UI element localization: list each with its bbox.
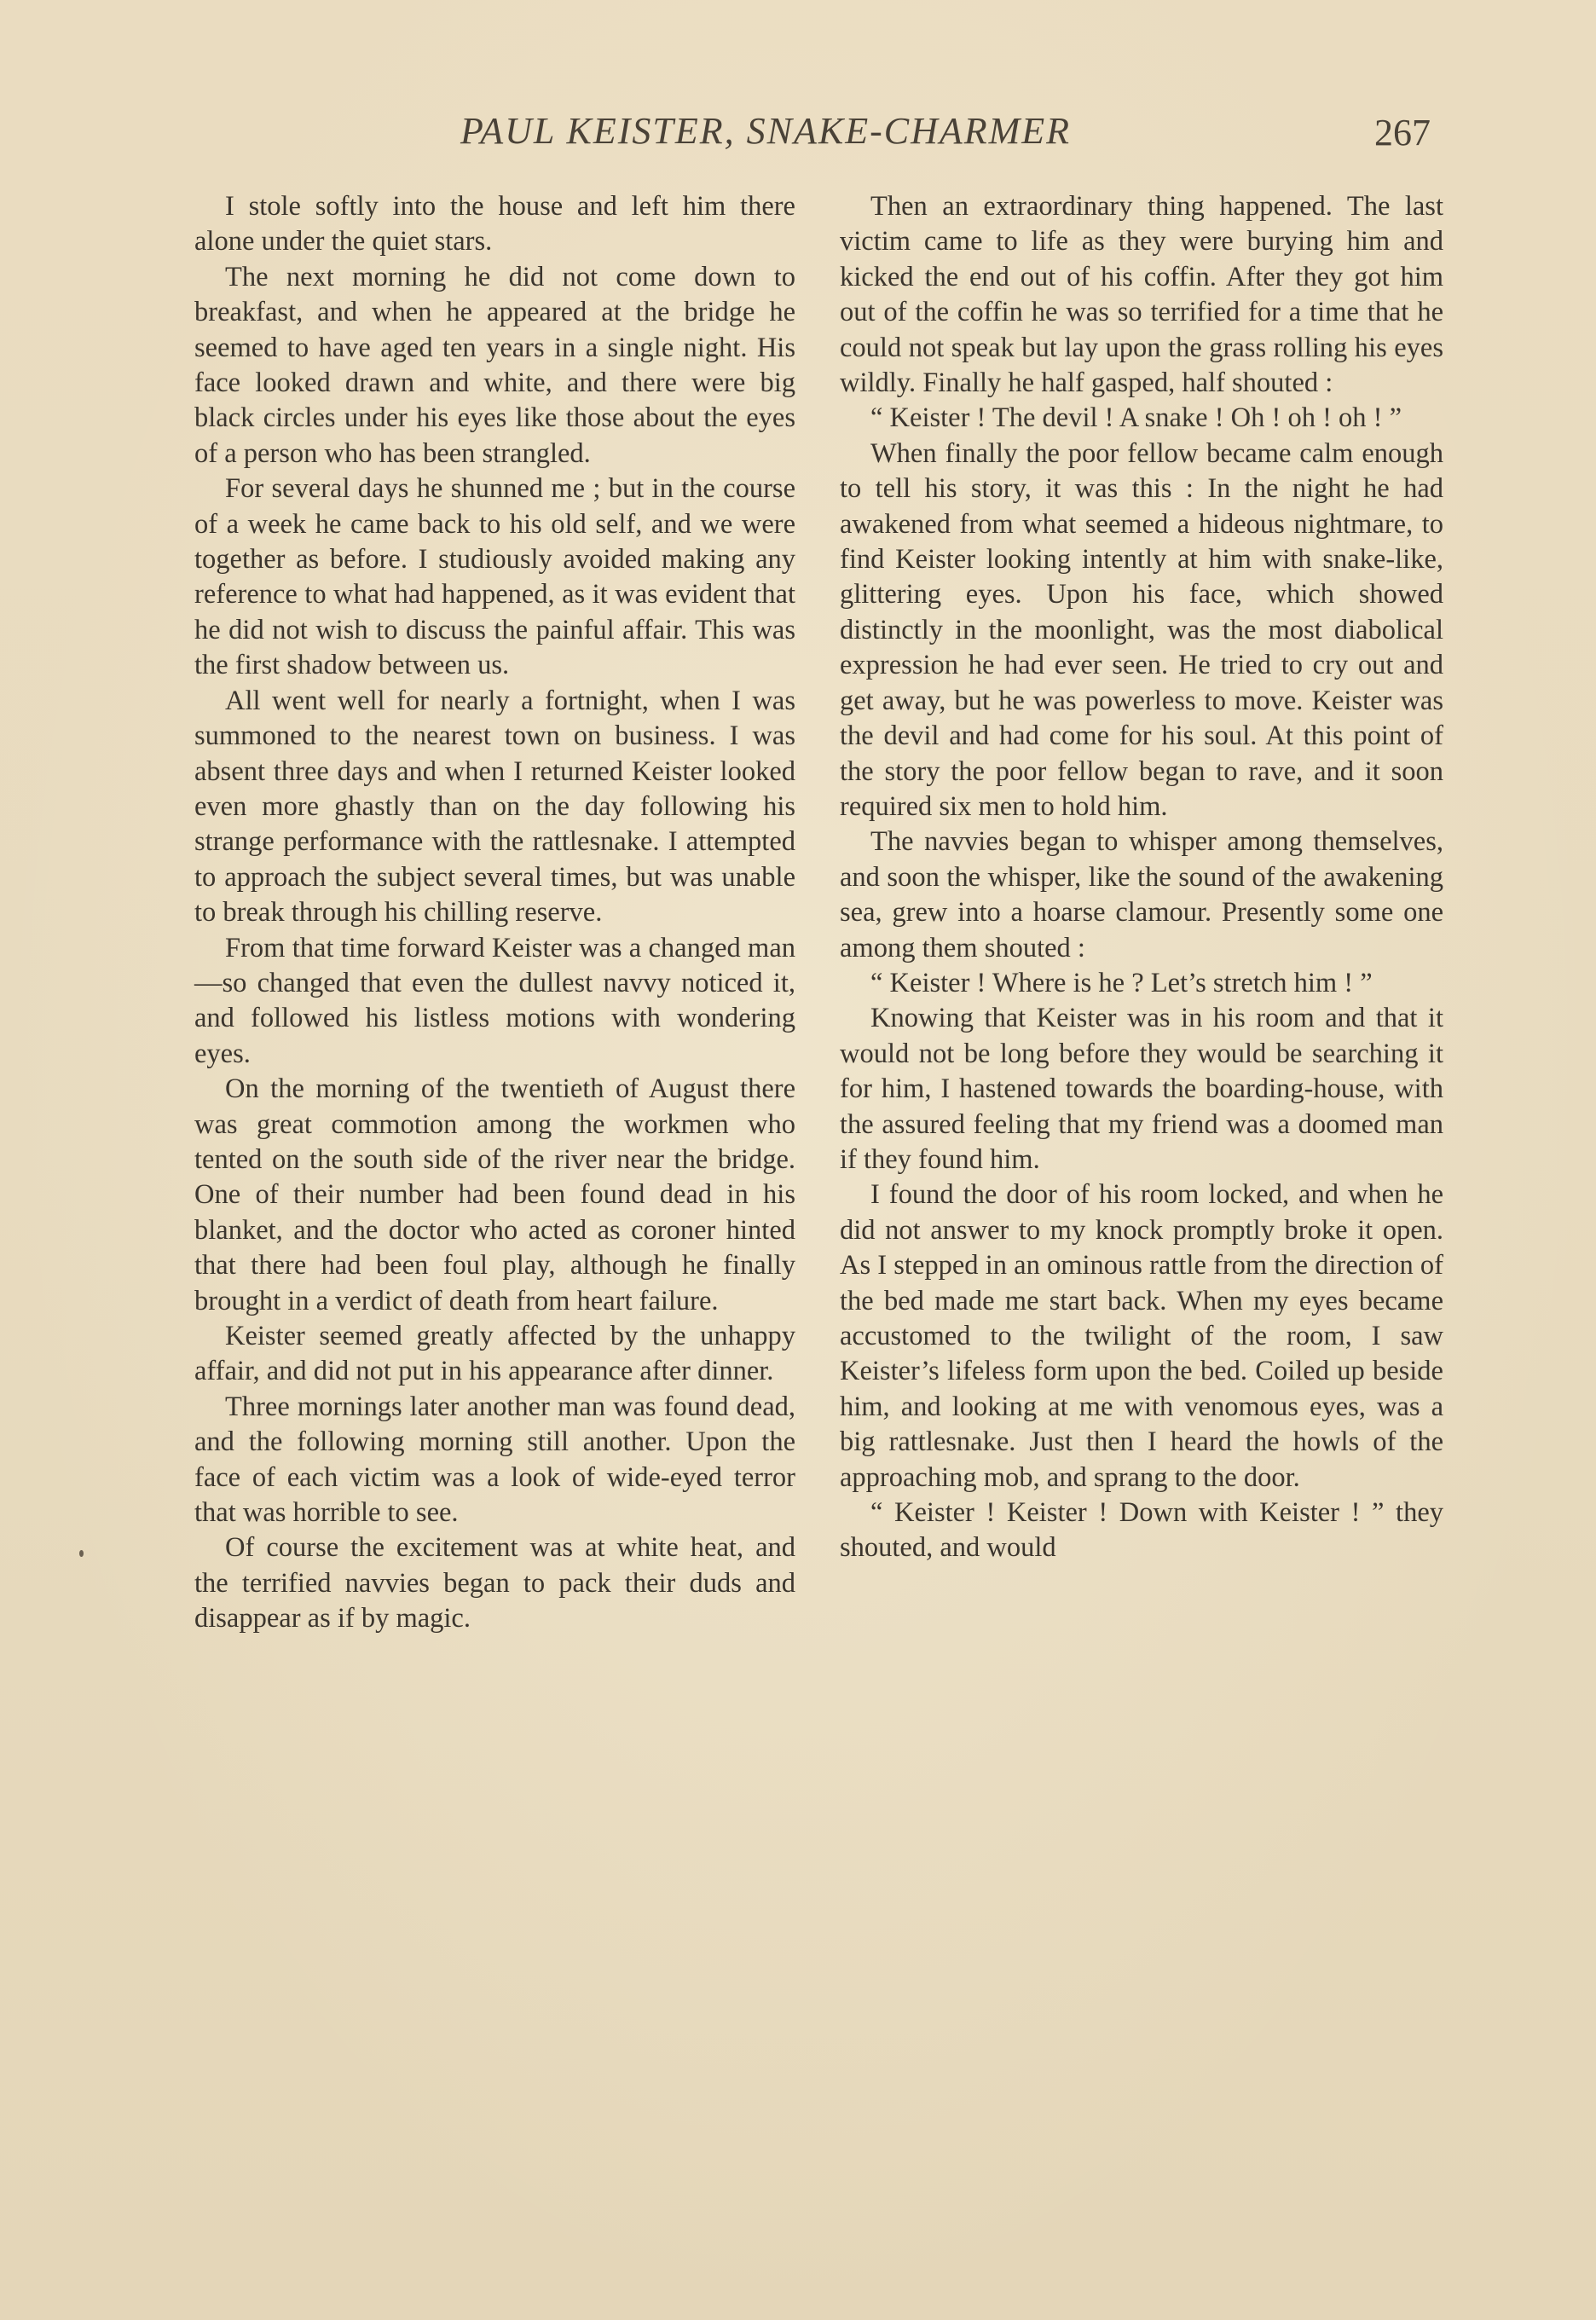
paper-speck — [79, 1550, 84, 1557]
paragraph: I found the door of his room locked, and when he did not answer to my knock promptly broke it open. As I stepped in an ominous rattle from the direction of the bed made me start back. When my eyes became accustomed to the twilight of the room, I saw Keister’s lifeless form upon the bed. Coiled up beside him, and looking at me with venomous eyes, was a big rattlesnake. Just then I heard the howls of the approaching mob, and sprang to the door. — [840, 1179, 1443, 1493]
paragraph: “ Keister ! Keister ! Down with Keister ! ” they shouted, and would — [840, 1497, 1443, 1564]
paragraph: The next morning he did not come down to breakfast, and when he appeared at the bridge he seemed to have aged ten years in a single night. His face looked drawn and white, and there were big black circles under his eyes like those about the eyes of a person who has been strangled. — [194, 261, 795, 469]
right-column — [840, 189, 1443, 1566]
paragraph: From that time forward Keister was a changed man—so changed that even the dullest navvy noticed it, and followed his listless motions with wondering eyes. — [194, 932, 795, 1069]
left-column — [194, 189, 795, 1637]
paragraph: All went well for nearly a fortnight, when I was summoned to the nearest town on business. I was absent three days and when I returned Keister looked even more ghastly than on the day following his strange performance with the rattlesnake. I attempted to approach the subject several times, but was unable to break through his chilling reserve. — [194, 685, 795, 929]
paragraph: Then an extraordinary thing happened. The last victim came to life as they were burying him and kicked the end out of his coffin. After they got him out of the coffin he was so terrified for a time that he could not speak but lay upon the grass rolling his eyes wildly. Finally he half gasped, half shouted : — [840, 191, 1443, 399]
paragraph: When finally the poor fellow became calm enough to tell his story, it was this : In the night he had awakened from what seemed a hideous nightmare, to find Keister looking intently at him with snake-like, glittering eyes. Upon his face, which showed distinctly in the moonlight, was the most diabolical expression he had ever seen. He tried to cry out and get away, but he was powerless to move. Keister was the devil and had come for his soul. At this point of the story the poor fellow began to rave, and it soon required six men to hold him. — [840, 437, 1443, 822]
paragraph: “ Keister ! The devil ! A snake ! Oh ! oh ! oh ! ” — [870, 402, 1402, 434]
paragraph: I stole softly into the house and left him there alone under the quiet stars. — [194, 191, 795, 257]
paragraph: Knowing that Keister was in his room and that it would not be long before they would be searching it for him, I hastened towards the boarding-house, with the assured feeling that my friend was a doomed man if they found him. — [840, 1003, 1443, 1175]
running-title: PAUL KEISTER, SNAKE-CHARMER — [460, 110, 1072, 152]
paragraph: For several days he shunned me ; but in the course of a week he came back to his old self, and we were together as before. I studiously avoided making any reference to what had happened, as it was evident that he did not wish to discuss the painful affair. This was the first shadow between us. — [194, 473, 795, 681]
paragraph: Three mornings later another man was found dead, and the following morning still another. Upon the face of each victim was a look of wide-eyed terror that was horrible to see. — [194, 1391, 795, 1529]
page-header — [460, 109, 1449, 160]
paragraph: “ Keister ! Where is he ? Let’s stretch him ! ” — [870, 967, 1373, 998]
paragraph: The navvies began to whisper among themselves, and soon the whisper, like the sound of the awakening sea, grew into a hoarse clamour. Presently some one among them shouted : — [840, 826, 1443, 963]
paragraph: Of course the excitement was at white heat, and the terrified navvies began to pack their duds and disappear as if by magic. — [194, 1532, 795, 1634]
paragraph: On the morning of the twentieth of August there was great commotion among the workmen who tented on the south side of the river near the bridge. One of their number had been found dead in his blanket, and the doctor who acted as coroner hinted that there had been foul play, although he finally brought in a verdict of death from heart failure. — [194, 1073, 795, 1316]
paragraph: Keister seemed greatly affected by the unhappy affair, and did not put in his appearance after dinner. — [194, 1321, 795, 1387]
page-number: 267 — [1374, 112, 1431, 153]
